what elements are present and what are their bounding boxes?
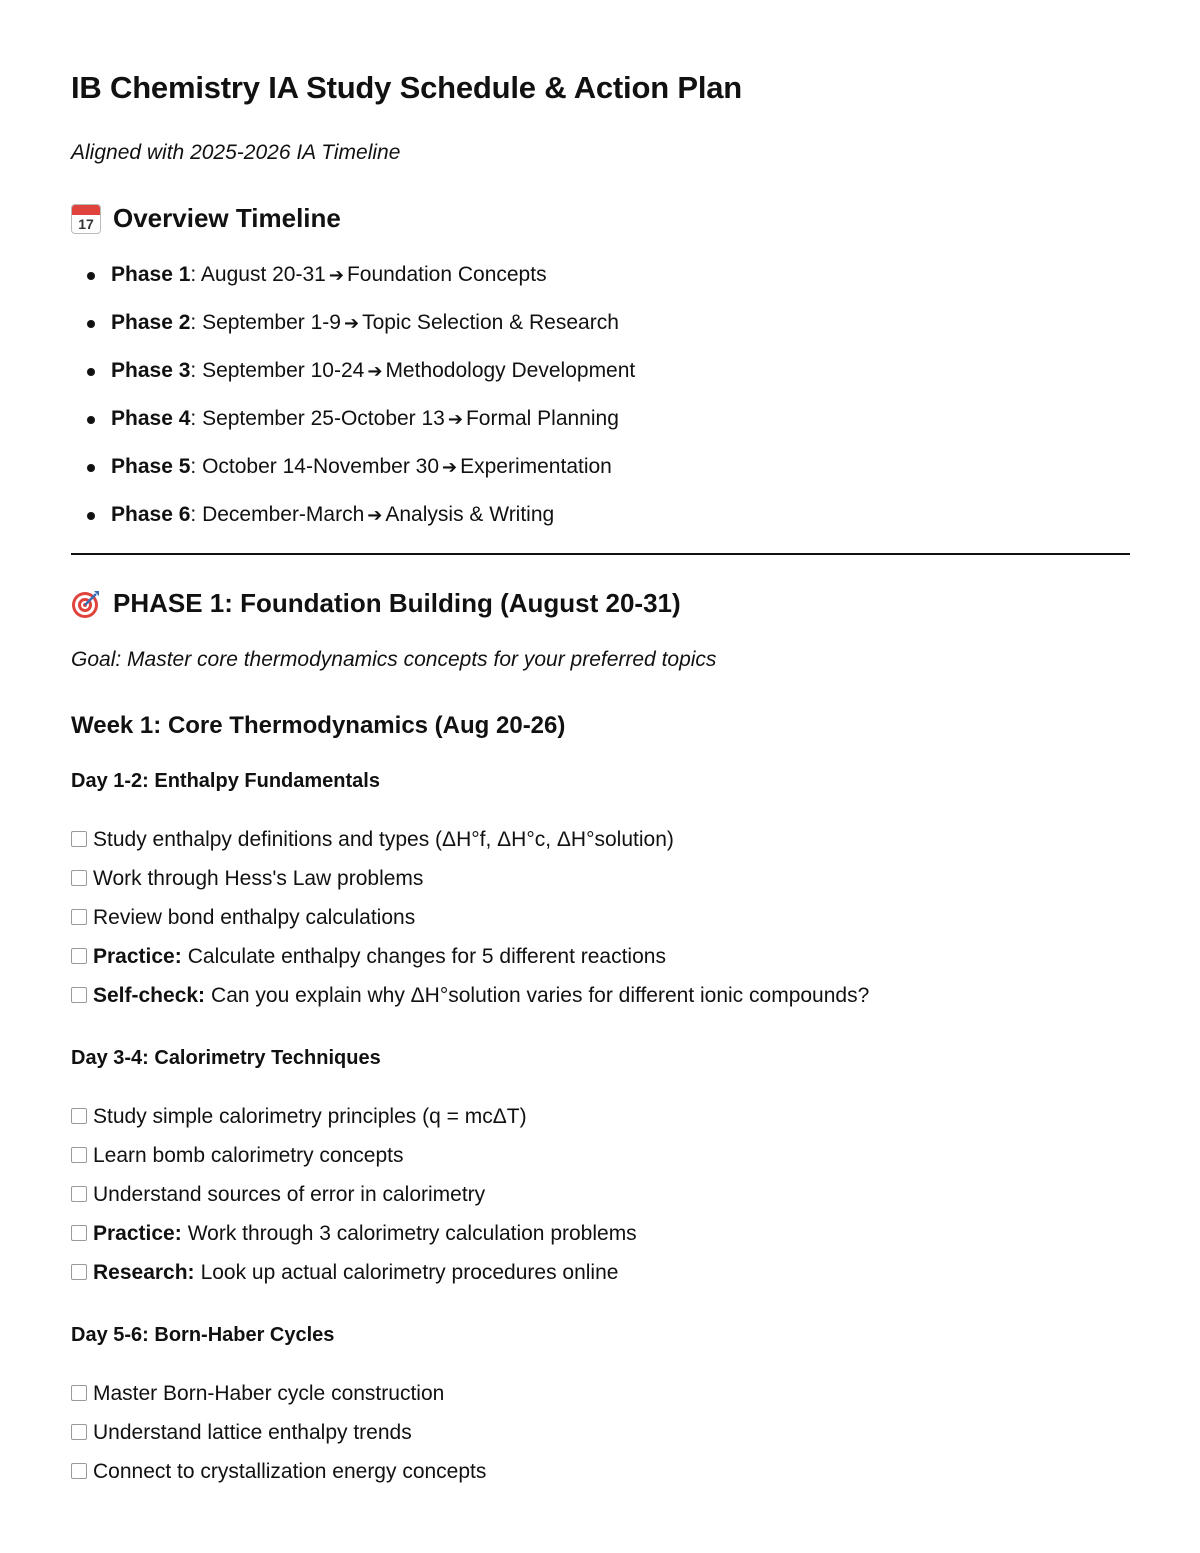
calendar-icon [71, 204, 101, 234]
phase1-heading [71, 588, 681, 619]
task-item: Learn bomb calorimetry concepts [71, 1141, 637, 1180]
task-item: Research: Look up actual calorimetry procedures online [71, 1258, 637, 1297]
week1-heading: Week 1: Core Thermodynamics (Aug 20-26) [71, 712, 566, 739]
timeline-item: Phase 5: October 14-November 30 ➔ Experimentation [85, 448, 635, 496]
timeline-item: Phase 6: December-March ➔ Analysis & Writing [85, 496, 635, 544]
task-checkbox[interactable] [71, 1424, 87, 1440]
task-list [71, 1102, 637, 1297]
phase1-heading-text: PHASE 1: Foundation Building (August 20-31) [113, 588, 681, 618]
overview-heading-text: Overview Timeline [113, 203, 341, 233]
task-item: Work through Hess's Law problems [71, 864, 869, 903]
task-item: Study enthalpy definitions and types (ΔH°f, ΔH°c, ΔH°solution) [71, 825, 869, 864]
task-checkbox[interactable] [71, 1147, 87, 1163]
phase1-goal: Goal: Master core thermodynamics concepts for your preferred topics [71, 648, 717, 671]
task-item: Practice: Work through 3 calorimetry calculation problems [71, 1219, 637, 1258]
task-item: Practice: Calculate enthalpy changes for 5 different reactions [71, 942, 869, 981]
task-item: Study simple calorimetry principles (q = mcΔT) [71, 1102, 637, 1141]
task-list [71, 1379, 486, 1496]
page-title: IB Chemistry IA Study Schedule & Action Plan [71, 70, 743, 105]
task-checkbox[interactable] [71, 1186, 87, 1202]
task-checkbox[interactable] [71, 1264, 87, 1280]
timeline-item: Phase 1: August 20-31 ➔ Foundation Concepts [85, 256, 635, 304]
task-checkbox[interactable] [71, 909, 87, 925]
task-item: Understand lattice enthalpy trends [71, 1418, 486, 1457]
task-item: Self-check: Can you explain why ΔH°solution varies for different ionic compounds? [71, 981, 869, 1020]
timeline-item: Phase 2: September 1-9 ➔ Topic Selection & Research [85, 304, 635, 352]
page-subtitle: Aligned with 2025-2026 IA Timeline [71, 141, 401, 164]
arrow-right-icon: ➔ [367, 505, 383, 525]
task-checkbox[interactable] [71, 1225, 87, 1241]
timeline-item: Phase 4: September 25-October 13 ➔ Formal Planning [85, 400, 635, 448]
arrow-right-icon: ➔ [328, 265, 344, 285]
task-checkbox[interactable] [71, 870, 87, 886]
timeline-item: Phase 3: September 10-24 ➔ Methodology Development [85, 352, 635, 400]
day-heading: Day 5-6: Born-Haber Cycles [71, 1324, 335, 1346]
day-heading: Day 1-2: Enthalpy Fundamentals [71, 770, 380, 792]
arrow-right-icon: ➔ [343, 313, 360, 333]
task-item: Connect to crystallization energy concepts [71, 1457, 486, 1496]
day-heading: Day 3-4: Calorimetry Techniques [71, 1047, 381, 1069]
arrow-right-icon: ➔ [442, 457, 458, 477]
task-checkbox[interactable] [71, 987, 87, 1003]
task-item: Master Born-Haber cycle construction [71, 1379, 486, 1418]
task-checkbox[interactable] [71, 948, 87, 964]
section-divider [71, 553, 1130, 555]
task-item: Review bond enthalpy calculations [71, 903, 869, 942]
task-list [71, 825, 869, 1020]
target-icon [71, 589, 101, 619]
task-checkbox[interactable] [71, 1385, 87, 1401]
arrow-right-icon: ➔ [367, 361, 383, 381]
overview-heading [71, 203, 341, 234]
task-checkbox[interactable] [71, 831, 87, 847]
phase-timeline-list [85, 256, 635, 544]
arrow-right-icon: ➔ [447, 409, 463, 429]
task-item: Understand sources of error in calorimetry [71, 1180, 637, 1219]
task-checkbox[interactable] [71, 1108, 87, 1124]
task-checkbox[interactable] [71, 1463, 87, 1479]
calendar-day: 17 [78, 215, 94, 232]
